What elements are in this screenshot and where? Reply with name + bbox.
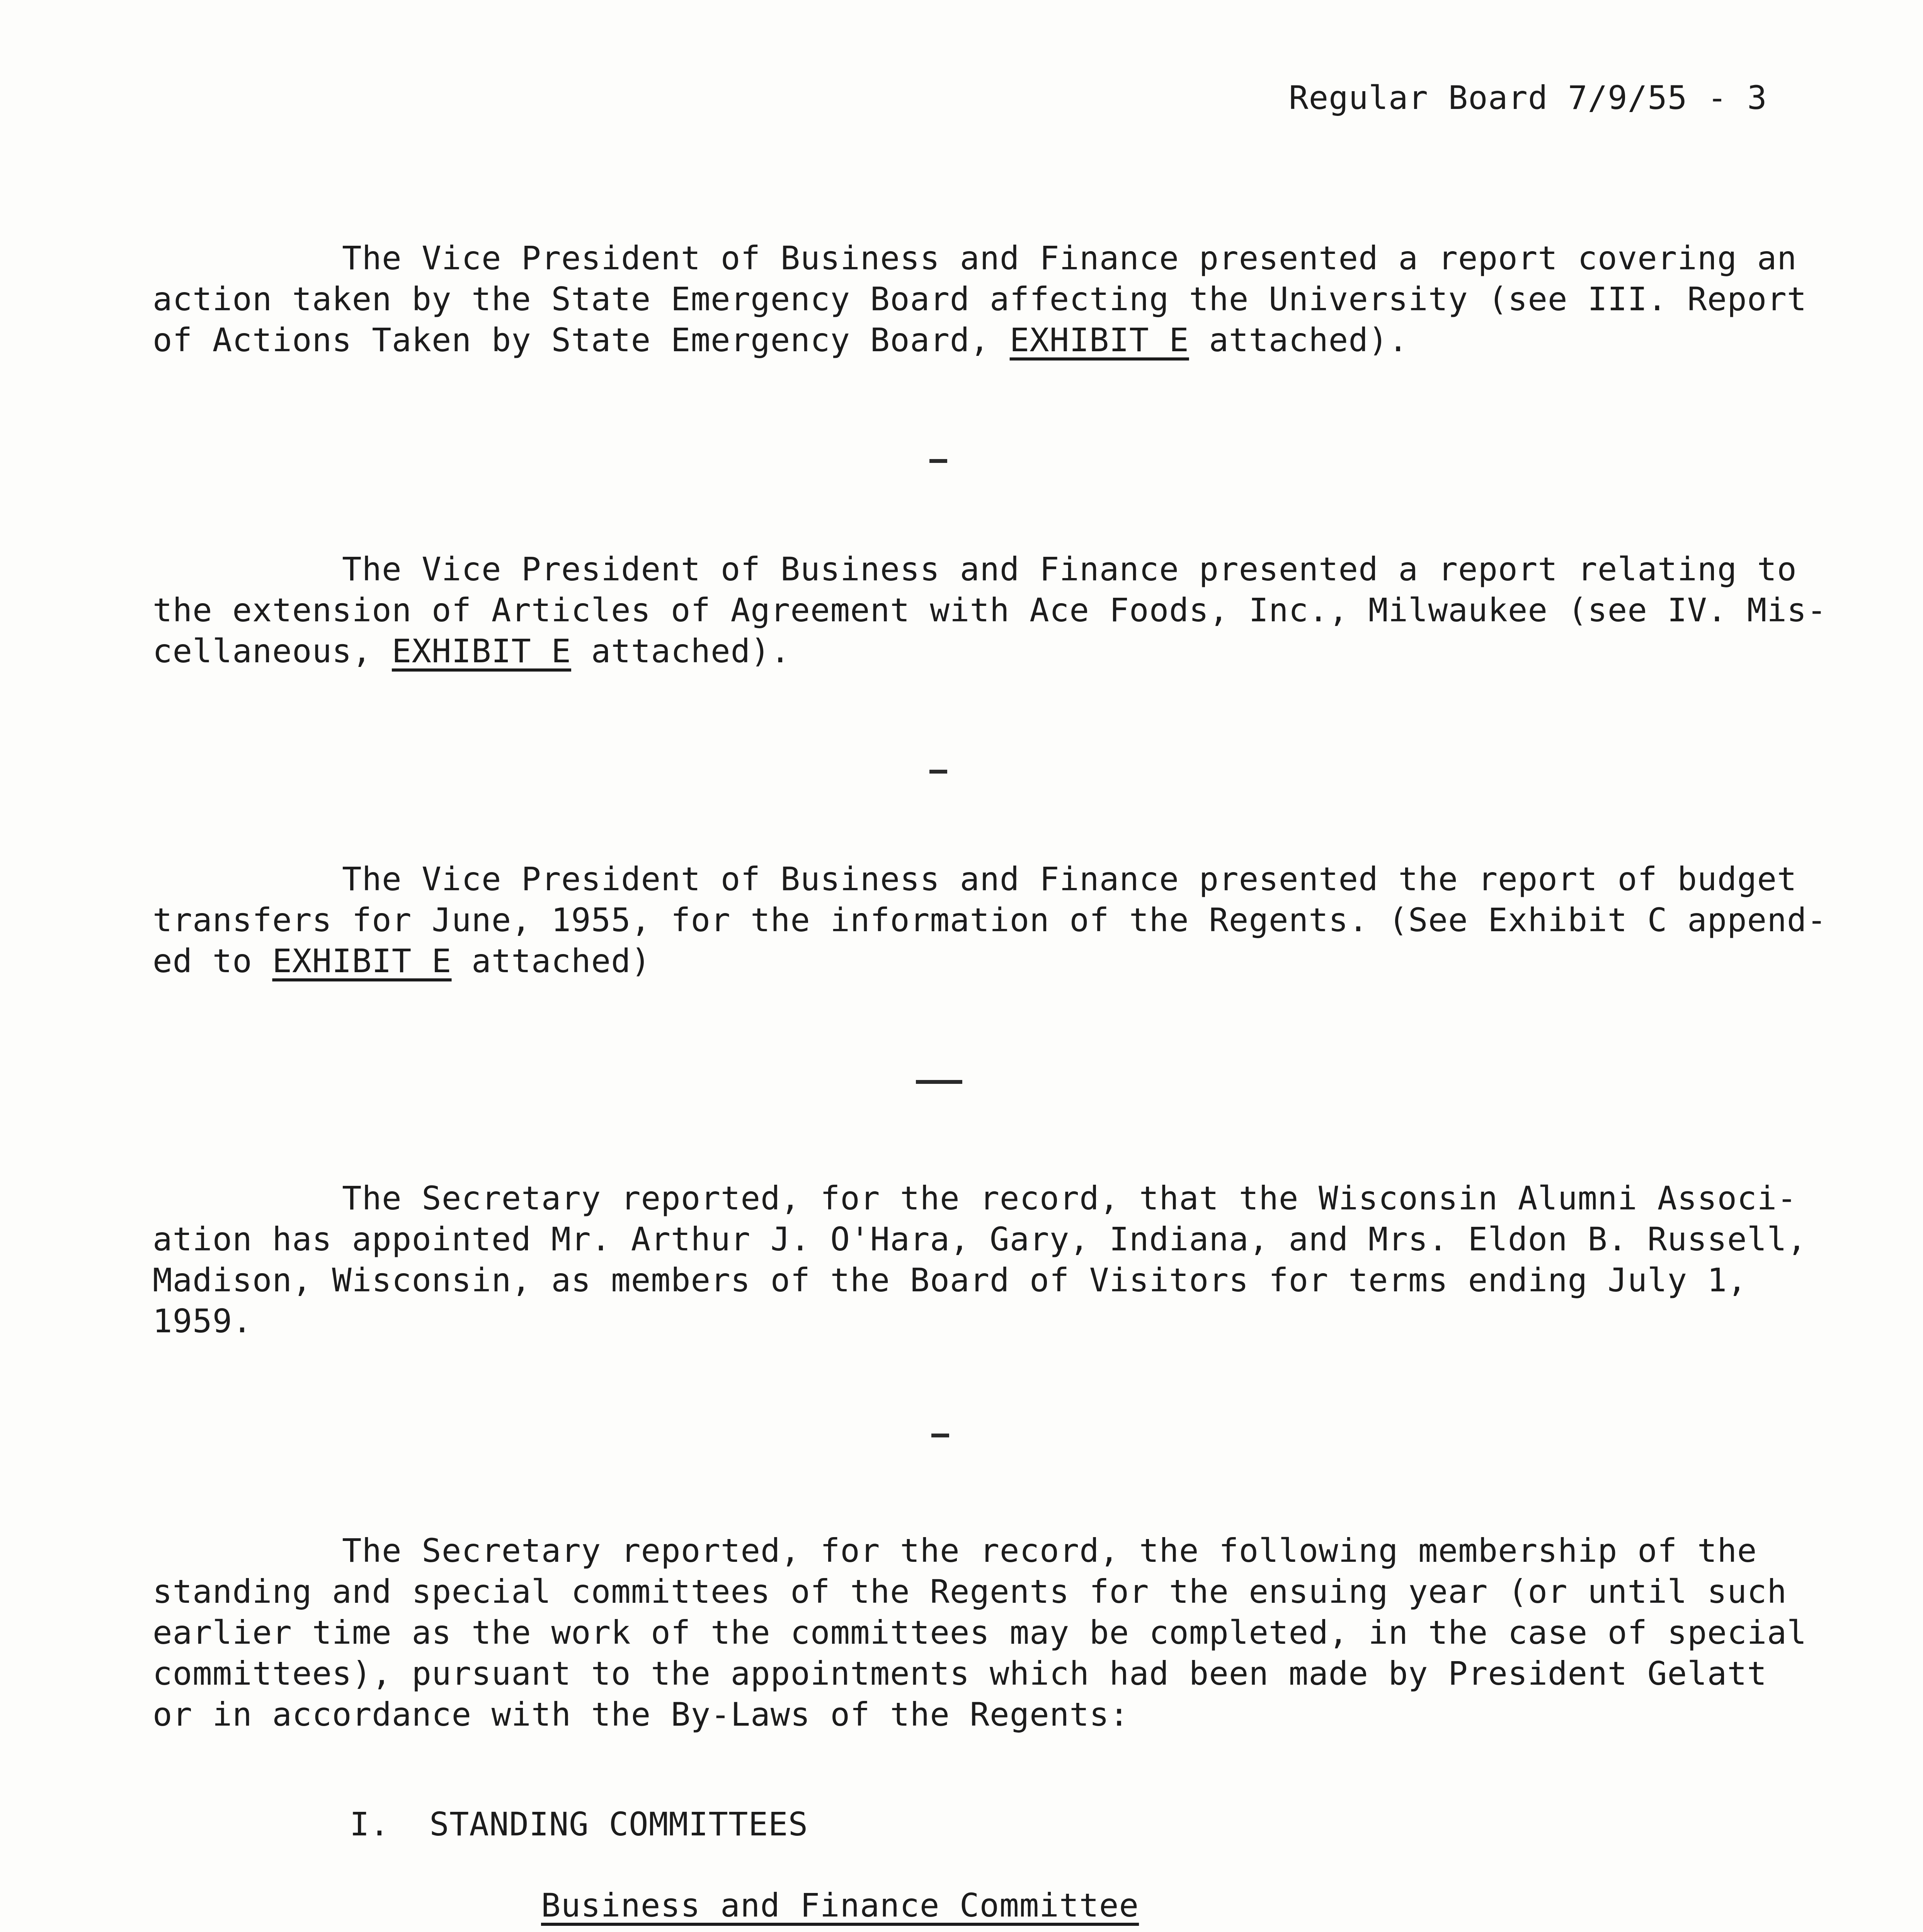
exhibit-reference: EXHIBIT E xyxy=(272,942,452,980)
exhibit-reference: EXHIBIT E xyxy=(1009,321,1189,359)
section-separator xyxy=(929,770,947,774)
paragraph-committee-membership xyxy=(153,1530,1807,1735)
paragraph-text: attached). xyxy=(1189,321,1409,359)
exhibit-reference: EXHIBIT E xyxy=(391,632,572,670)
paragraph-line: the extension of Articles of Agreement with Ace Foods, Inc., Milwaukee (see IV. Mis- xyxy=(153,591,1827,629)
paragraph-text: ed to xyxy=(153,942,272,980)
paragraph-line: The Vice President of Business and Finance presented a report relating to xyxy=(342,550,1797,588)
paragraph-line: The Vice President of Business and Finance presented the report of budget xyxy=(342,860,1797,898)
paragraph-ace-foods-agreement xyxy=(153,549,1827,672)
paragraph-line xyxy=(153,320,1756,361)
paragraph-line: standing and special committees of the Regents for the ensuing year (or until such xyxy=(153,1573,1787,1611)
committee-title: Business and Finance Committee xyxy=(541,1886,1139,1924)
paragraph-line: or in accordance with the By-Laws of the Regents: xyxy=(153,1696,1130,1733)
paragraph-line: action taken by the State Emergency Board affecting the University (see III. Report xyxy=(153,280,1807,318)
paragraph-line: committees), pursuant to the appointments which had been made by President Gelatt xyxy=(153,1655,1767,1692)
paragraph-line xyxy=(153,940,1756,981)
paragraph-line: The Vice President of Business and Finance presented a report covering an xyxy=(342,239,1797,277)
paragraph-emergency-board-report xyxy=(153,238,1807,361)
paragraph-board-of-visitors xyxy=(153,1178,1807,1342)
paragraph-budget-transfers xyxy=(153,859,1827,981)
paragraph-text: attached) xyxy=(451,942,651,980)
section-separator xyxy=(929,459,947,463)
paragraph-text: attached). xyxy=(571,632,791,670)
page-header-label: Regular Board 7/9/55 - 3 xyxy=(1289,79,1767,117)
paragraph-line: ation has appointed Mr. Arthur J. O'Hara, Gary, Indiana, and Mrs. Eldon B. Russell, xyxy=(153,1220,1807,1258)
paragraph-line xyxy=(153,631,1756,672)
section-separator xyxy=(916,1080,962,1084)
paragraph-line: earlier time as the work of the committees may be completed, in the case of special xyxy=(153,1614,1807,1651)
paragraph-line: The Secretary reported, for the record, that the Wisconsin Alumni Associ- xyxy=(342,1179,1797,1217)
section-heading: I. STANDING COMMITTEES xyxy=(350,1805,808,1843)
paragraph-line: The Secretary reported, for the record, the following membership of the xyxy=(342,1532,1757,1570)
paragraph-line: Madison, Wisconsin, as members of the Board of Visitors for terms ending July 1, xyxy=(153,1261,1747,1299)
paragraph-line: 1959. xyxy=(153,1302,252,1340)
paragraph-line: transfers for June, 1955, for the information of the Regents. (See Exhibit C append- xyxy=(153,901,1827,939)
paragraph-text: cellaneous, xyxy=(153,632,392,670)
paragraph-text: of Actions Taken by State Emergency Board, xyxy=(153,321,1010,359)
section-separator xyxy=(931,1434,949,1437)
